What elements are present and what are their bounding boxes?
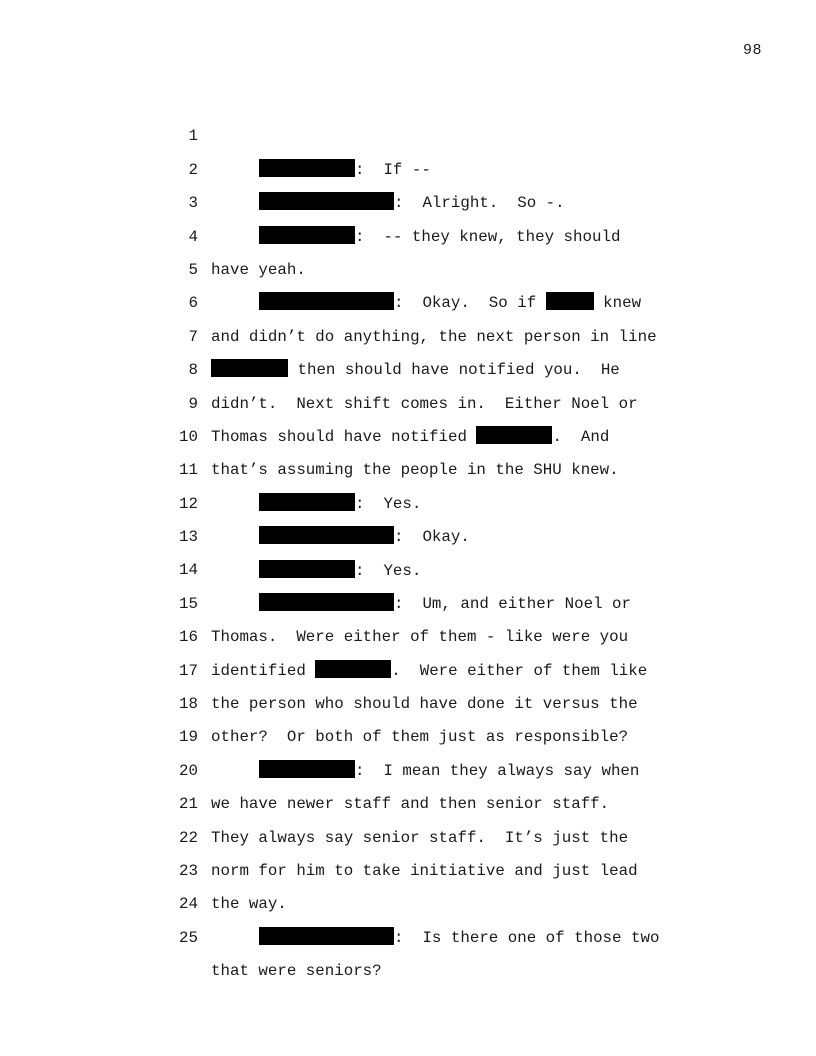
line-text: other? Or both of them just as responsible?	[211, 728, 629, 747]
line-number: 20	[179, 761, 198, 780]
line-text: : I mean they always say when	[259, 755, 639, 788]
line-text: the way.	[211, 895, 287, 914]
line-text: that were seniors?	[211, 962, 382, 981]
line-number: 6	[188, 294, 198, 313]
line-text: the person who should have done it versus the	[211, 695, 638, 714]
line-number: 15	[179, 594, 198, 613]
line-text: Thomas should have notified . And	[211, 427, 610, 446]
line-text: identified . Were either of them like	[211, 661, 648, 680]
line-text: : Okay.	[259, 521, 470, 554]
line-text: : Yes.	[259, 488, 421, 521]
line-number: 24	[179, 895, 198, 914]
line-text: : -- they knew, they should	[259, 221, 620, 254]
line-number: 11	[179, 461, 198, 480]
line-text: Thomas. Were either of them - like were you	[211, 628, 629, 647]
line-number: 19	[179, 728, 198, 747]
line-text: : Is there one of those two	[259, 922, 659, 955]
line-number: 22	[179, 828, 198, 847]
line-number: 1	[188, 127, 198, 146]
line-text: then should have notified you. He	[211, 354, 620, 387]
line-text: : Okay. So if knew	[259, 287, 641, 320]
line-number: 13	[179, 528, 198, 547]
line-number: 8	[188, 361, 198, 380]
line-number: 18	[179, 695, 198, 714]
line-number: 4	[188, 227, 198, 246]
line-number: 25	[179, 928, 198, 947]
line-number: 14	[179, 561, 198, 580]
line-number: 7	[188, 327, 198, 346]
transcript-line	[176, 87, 696, 179]
line-text: we have newer staff and then senior staff.	[211, 795, 610, 814]
line-number: 9	[188, 394, 198, 413]
line-text: norm for him to take initiative and just lead	[211, 862, 638, 881]
line-text: didn’t. Next shift comes in. Either Noel or	[211, 394, 638, 413]
line-text: : If --	[259, 154, 431, 187]
line-number: 12	[179, 494, 198, 513]
line-number: 17	[179, 661, 198, 680]
line-text: : Um, and either Noel or	[259, 588, 631, 621]
line-number: 21	[179, 795, 198, 814]
line-text: : Alright. So -.	[259, 187, 565, 220]
line-number: 2	[188, 160, 198, 179]
transcript	[176, 87, 696, 981]
line-text: : Yes.	[259, 555, 421, 588]
line-number: 10	[179, 427, 198, 446]
line-text: and didn’t do anything, the next person in line	[211, 327, 657, 346]
line-text: have yeah.	[211, 260, 306, 279]
page-number: 98	[742, 42, 762, 59]
line-number: 3	[188, 194, 198, 213]
line-text: that’s assuming the people in the SHU knew.	[211, 461, 619, 480]
redacted-speaker-name	[259, 927, 394, 945]
line-text: They always say senior staff. It’s just the	[211, 828, 629, 847]
line-number: 23	[179, 862, 198, 880]
line-number: 16	[179, 628, 198, 647]
line-number: 5	[188, 260, 198, 279]
